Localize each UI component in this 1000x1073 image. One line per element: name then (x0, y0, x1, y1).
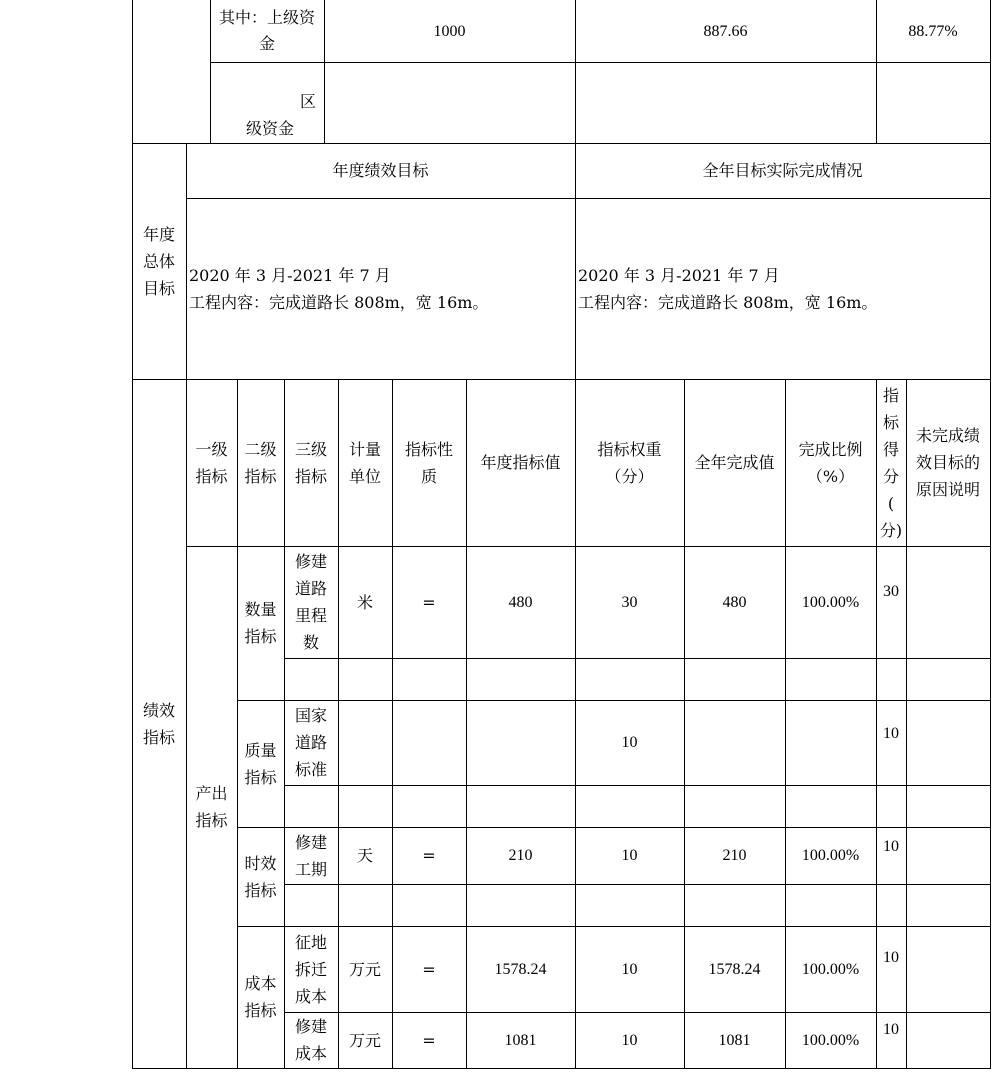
quantity-annual-value: 480 (508, 593, 533, 611)
quantity-ratio: 100.00% (801, 593, 860, 611)
header-level2: 二级 指标 (244, 439, 277, 486)
quality-item: 国家 道路 标准 (294, 706, 327, 779)
cost-row2-unit: 万元 (348, 1030, 381, 1050)
cost-row1-ratio: 100.00% (801, 960, 860, 978)
annual-target-text: 2020 年 3 月-2021 年 7 月 工程内容：完成道路长 808m，宽 16m。 (189, 265, 489, 312)
quality-score: 10 (883, 725, 899, 742)
cost-row1-item: 征地 拆迁 成本 (294, 932, 327, 1006)
cost-row1-weight: 10 (621, 960, 638, 978)
quality-weight: 10 (621, 734, 638, 751)
cost-row1-score: 10 (883, 949, 899, 966)
timeliness-indicator-label: 时效 指标 (244, 853, 277, 900)
timeliness-ratio: 100.00% (801, 847, 860, 864)
quantity-indicator-label: 数量 指标 (244, 600, 277, 646)
quantity-unit: 米 (356, 592, 373, 612)
header-annual-value: 年度指标值 (480, 453, 561, 472)
header-weight: 指标权重 （分） (597, 439, 662, 486)
timeliness-nature: = (422, 846, 436, 865)
upper-funding-rate: 88.77% (908, 22, 958, 40)
district-label-part-a: 区 (299, 92, 316, 111)
level1-output-label: 产出 指标 (195, 784, 228, 830)
cost-indicator-label: 成本 指标 (244, 974, 277, 1020)
timeliness-weight: 10 (621, 847, 638, 864)
header-level1: 一级 指标 (195, 439, 228, 486)
header-level3: 三级 指标 (294, 439, 327, 486)
upper-funding-executed: 887.66 (703, 22, 748, 40)
cost-row1-unit: 万元 (348, 959, 381, 979)
cost-row1-nature: = (422, 959, 436, 979)
district-label-part-b: 级资金 (245, 119, 294, 138)
header-completed: 全年完成值 (694, 453, 775, 472)
cost-row2-nature: = (422, 1030, 436, 1050)
quantity-item: 修建 道路 里程 数 (294, 552, 327, 652)
upper-funding-label: 其中：上级资 金 (218, 8, 315, 53)
timeliness-annual-value: 210 (508, 847, 533, 864)
cost-row1-completed: 1578.24 (708, 960, 761, 978)
quantity-weight: 30 (621, 593, 638, 611)
cost-row2-weight: 10 (621, 1031, 638, 1049)
timeliness-score: 10 (883, 838, 899, 855)
header-ratio: 完成比例 （%） (798, 439, 863, 486)
header-nature: 指标性 质 (404, 439, 453, 486)
cost-row1-annual-value: 1578.24 (494, 960, 547, 978)
header-reason: 未完成绩 效目标的 原因说明 (915, 426, 980, 499)
actual-completion-header: 全年目标实际完成情况 (702, 161, 863, 180)
header-score: 指 标 得 分 ( 分) (879, 385, 903, 540)
header-unit: 计量 单位 (348, 439, 381, 486)
upper-funding-budget: 1000 (433, 22, 466, 40)
cost-row2-ratio: 100.00% (801, 1031, 860, 1049)
quantity-score: 30 (883, 583, 899, 600)
timeliness-completed: 210 (722, 847, 747, 864)
cost-row2-item: 修建 成本 (294, 1017, 327, 1063)
quantity-completed: 480 (722, 593, 747, 611)
cost-row2-completed: 1081 (718, 1031, 751, 1049)
quantity-nature: = (422, 592, 436, 612)
cost-row2-score: 10 (883, 1021, 899, 1038)
timeliness-item: 修建 工期 (294, 832, 327, 879)
performance-section-label: 绩效 指标 (142, 701, 175, 747)
timeliness-unit: 天 (356, 846, 373, 865)
annual-goal-section-label: 年度 总体 目标 (142, 224, 175, 298)
cost-row2-annual-value: 1081 (504, 1031, 537, 1049)
actual-completion-text: 2020 年 3 月-2021 年 7 月 工程内容：完成道路长 808m，宽 16m。 (578, 265, 878, 312)
annual-target-header: 年度绩效目标 (332, 161, 429, 180)
quality-indicator-label: 质量 指标 (244, 740, 277, 787)
